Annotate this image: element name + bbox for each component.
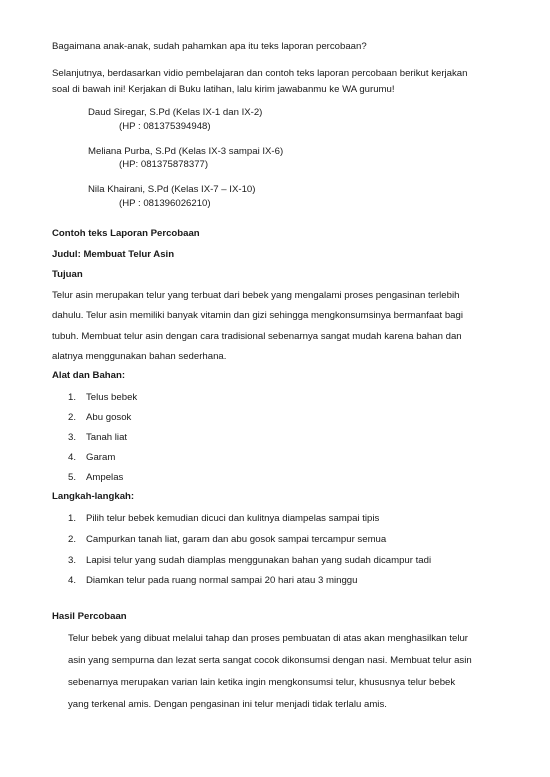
alat-heading: Alat dan Bahan: <box>52 370 126 381</box>
list-item-number: 4. <box>68 575 77 586</box>
list-item: Pilih telur bebek kemudian dicuci dan kulitnya diampelas sampai tipis <box>86 513 380 524</box>
list-item: Campurkan tanah liat, garam dan abu gosok sampai tercampur semua <box>86 534 387 545</box>
hasil-line: Telur bebek yang dibuat melalui tahap dan proses pembuatan di atas akan menghasilkan telur <box>68 633 468 644</box>
list-item: Ampelas <box>86 472 124 483</box>
list-item-number: 3. <box>68 555 77 566</box>
list-item-number: 2. <box>68 534 77 545</box>
intro-instruction-line: soal di bawah ini! Kerjakan di Buku latihan, lalu kirim jawabanmu ke WA gurumu! <box>52 84 395 95</box>
tujuan-line: alatnya menggunakan bahan sederhana. <box>52 351 227 362</box>
list-item: Lapisi telur yang sudah diamplas menggunakan bahan yang sudah dicampur tadi <box>86 555 432 566</box>
list-item: Diamkan telur pada ruang normal sampai 20 hari atau 3 minggu <box>86 575 358 586</box>
hasil-line: sebenarnya merupakan varian lain ketika ingin mengkonsumsi telur, khususnya telur bebek <box>68 677 456 688</box>
hasil-line: yang terkenal amis. Dengan pengasinan ini telur menjadi tidak terlalu amis. <box>68 699 387 710</box>
list-item-number: 1. <box>68 392 77 403</box>
list-item: Garam <box>86 452 116 463</box>
tujuan-line: Telur asin merupakan telur yang terbuat dari bebek yang mengalami proses pengasinan terlebih <box>52 290 460 301</box>
intro-instruction-line: Selanjutnya, berdasarkan vidio pembelajaran dan contoh teks laporan percobaan berikut kerjakan <box>52 68 468 79</box>
teacher-phone: (HP: 081375878377) <box>119 159 209 170</box>
langkah-heading: Langkah-langkah: <box>52 491 135 502</box>
list-item-number: 2. <box>68 412 77 423</box>
teacher-name: Nila Khairani, S.Pd (Kelas IX-7 – IX-10) <box>88 184 256 195</box>
teacher-phone: (HP : 081396026210) <box>119 198 211 209</box>
teacher-phone: (HP : 081375394948) <box>119 121 211 132</box>
list-item: Abu gosok <box>86 412 132 423</box>
tujuan-line: tubuh. Membuat telur asin dengan cara tradisional sebenarnya sangat mudah karena bahan dan <box>52 331 462 342</box>
hasil-heading: Hasil Percobaan <box>52 611 127 622</box>
list-item-number: 5. <box>68 472 77 483</box>
example-title: Judul: Membuat Telur Asin <box>52 249 175 260</box>
list-item-number: 1. <box>68 513 77 524</box>
list-item-number: 4. <box>68 452 77 463</box>
example-heading: Contoh teks Laporan Percobaan <box>52 228 200 239</box>
teacher-name: Meliana Purba, S.Pd (Kelas IX-3 sampai IX-6) <box>88 146 284 157</box>
tujuan-heading: Tujuan <box>52 269 83 280</box>
teacher-name: Daud Siregar, S.Pd (Kelas IX-1 dan IX-2) <box>88 107 263 118</box>
list-item: Telus bebek <box>86 392 138 403</box>
list-item: Tanah liat <box>86 432 128 443</box>
tujuan-line: dahulu. Telur asin memiliki banyak vitamin dan gizi sehingga mengkonsumsinya bermanfaat bagi <box>52 310 463 321</box>
hasil-line: asin yang sempurna dan lezat serta sangat cocok dikonsumsi dengan nasi. Membuat telur asin <box>68 655 472 666</box>
intro-question: Bagaimana anak-anak, sudah pahamkan apa itu teks laporan percobaan? <box>52 41 367 52</box>
list-item-number: 3. <box>68 432 77 443</box>
